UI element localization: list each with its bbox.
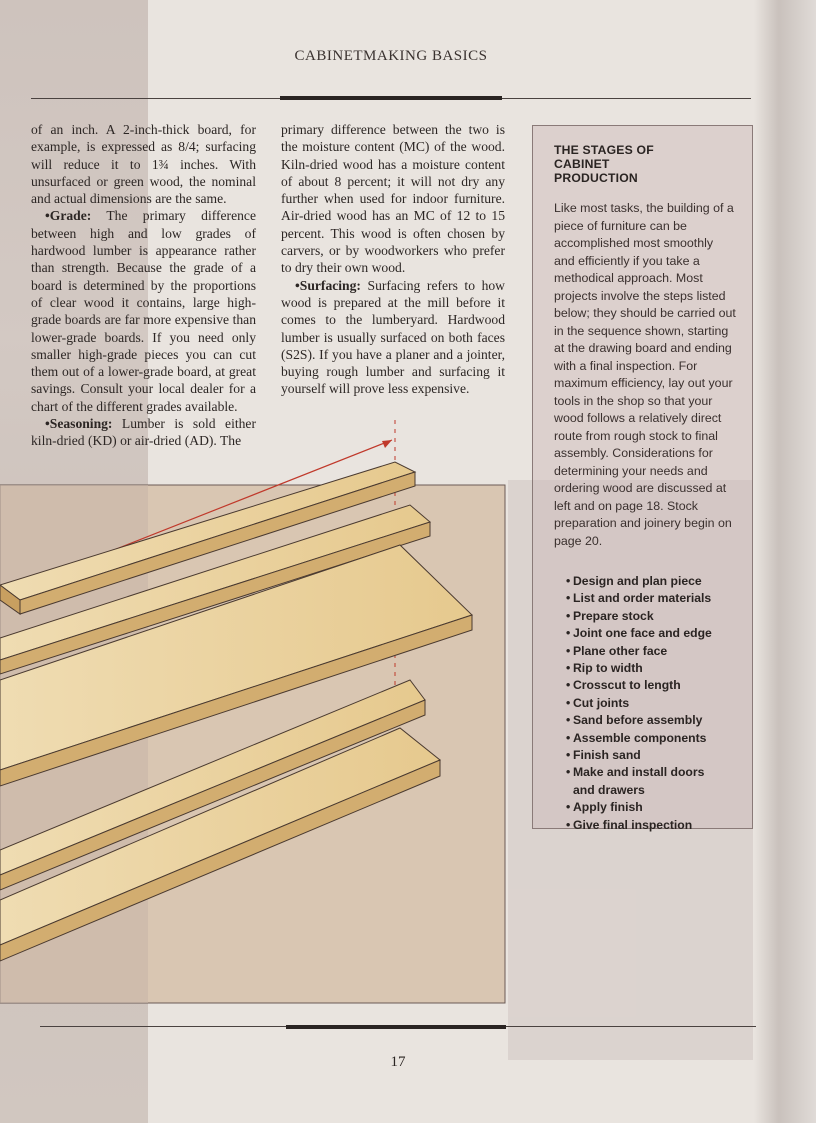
sidebar-title: THE STAGES OF CABINET PRODUCTION (554, 143, 654, 185)
list-item: • Sand before assembly (566, 713, 703, 728)
page-number: 17 (390, 1054, 406, 1070)
paragraph-seasoning: •Seasoning: Lumber is sold either kiln-dried (KD) or air-dried (AD). The (31, 416, 256, 449)
header-rule-accent (280, 96, 502, 100)
list-item: • Rip to width (566, 661, 643, 676)
list-item: • Assemble components (566, 730, 707, 745)
list-item: • Joint one face and edge (566, 626, 712, 641)
term-grade: •Grade: (45, 208, 92, 224)
text-column-left (31, 121, 256, 450)
production-steps-list (554, 573, 732, 834)
paragraph-dimensions: of an inch. A 2-inch-thick board, for example, is expressed as 8/4; surfacing will reduce it to 1¾ inches. With unsurfaced or green wood, the nominal and actual dimensions are the same. (31, 122, 256, 207)
list-item: • Give final inspection (566, 817, 693, 832)
sidebar-intro: Like most tasks, the building of a piece of furniture can be accomplished most smoothly and efficiently if you take a methodical approach. Most projects involve the steps listed below; they should be carried out in the sequence shown, starting at the drawing board and ending with a final inspection. For maximum efficiency, lay out your tools in the shop so that your wood follows a relatively direct route from rough stock to final assembly. Considerations for determining your needs and ordering wood are discussed at left and on page 18. Stock preparation and joinery begin on page 20. (554, 201, 736, 548)
list-item: • Cut joints (566, 695, 630, 710)
list-item: • Prepare stock (566, 608, 654, 623)
text-column-middle (281, 121, 505, 398)
lumber-illustration (0, 410, 510, 1010)
paragraph-surfacing: •Surfacing: Surfacing refers to how wood is prepared at the mill before it comes to the lumberyard. Hardwood lumber is usually surfaced on both faces (S2S). If you have a planer and a jointer, buying rough lumber and surfacing it yourself will prove less expensive. (281, 277, 505, 397)
list-item: • Finish sand (566, 748, 641, 763)
list-item: • Apply finish (566, 800, 643, 815)
paragraph-moisture: primary difference between the two is the moisture content (MC) of the wood. Kiln-dried wood has a moisture content of about 8 percent; it will not dry any further when used for indoor furniture. Air-dried wood has an MC of 12 to 15 percent. This wood is often chosen by carvers, or by woodworkers who prefer to dry their own wood. (281, 122, 505, 276)
scan-shadow-right (754, 0, 816, 1123)
list-item: • List and order materials (566, 591, 712, 606)
list-item: • Plane other face (566, 643, 668, 658)
term-seasoning: •Seasoning: (45, 416, 113, 432)
list-item: • Make and install doors and drawers (566, 765, 705, 797)
term-surfacing: •Surfacing: (295, 277, 361, 293)
list-item: • Crosscut to length (566, 678, 681, 693)
running-head: CABINETMAKING BASICS (294, 48, 488, 64)
sidebar-stages-box (532, 125, 753, 832)
list-item: • Design and plan piece (566, 574, 702, 588)
paragraph-grade: •Grade: The primary difference between high and low grades of hardwood lumber is appearance rather than strength. Because the grade of a board is determined by the proportions of clear wood it contains, large high-grade boards are far more expensive than lower-grade boards. If you need only smaller high-grade pieces you can cut them out of a lower-grade board, at great savings. Consult your local dealer for a chart of the different grades available. (31, 208, 256, 414)
measurement-arrowhead (382, 440, 392, 448)
footer-rule-accent (286, 1025, 506, 1029)
